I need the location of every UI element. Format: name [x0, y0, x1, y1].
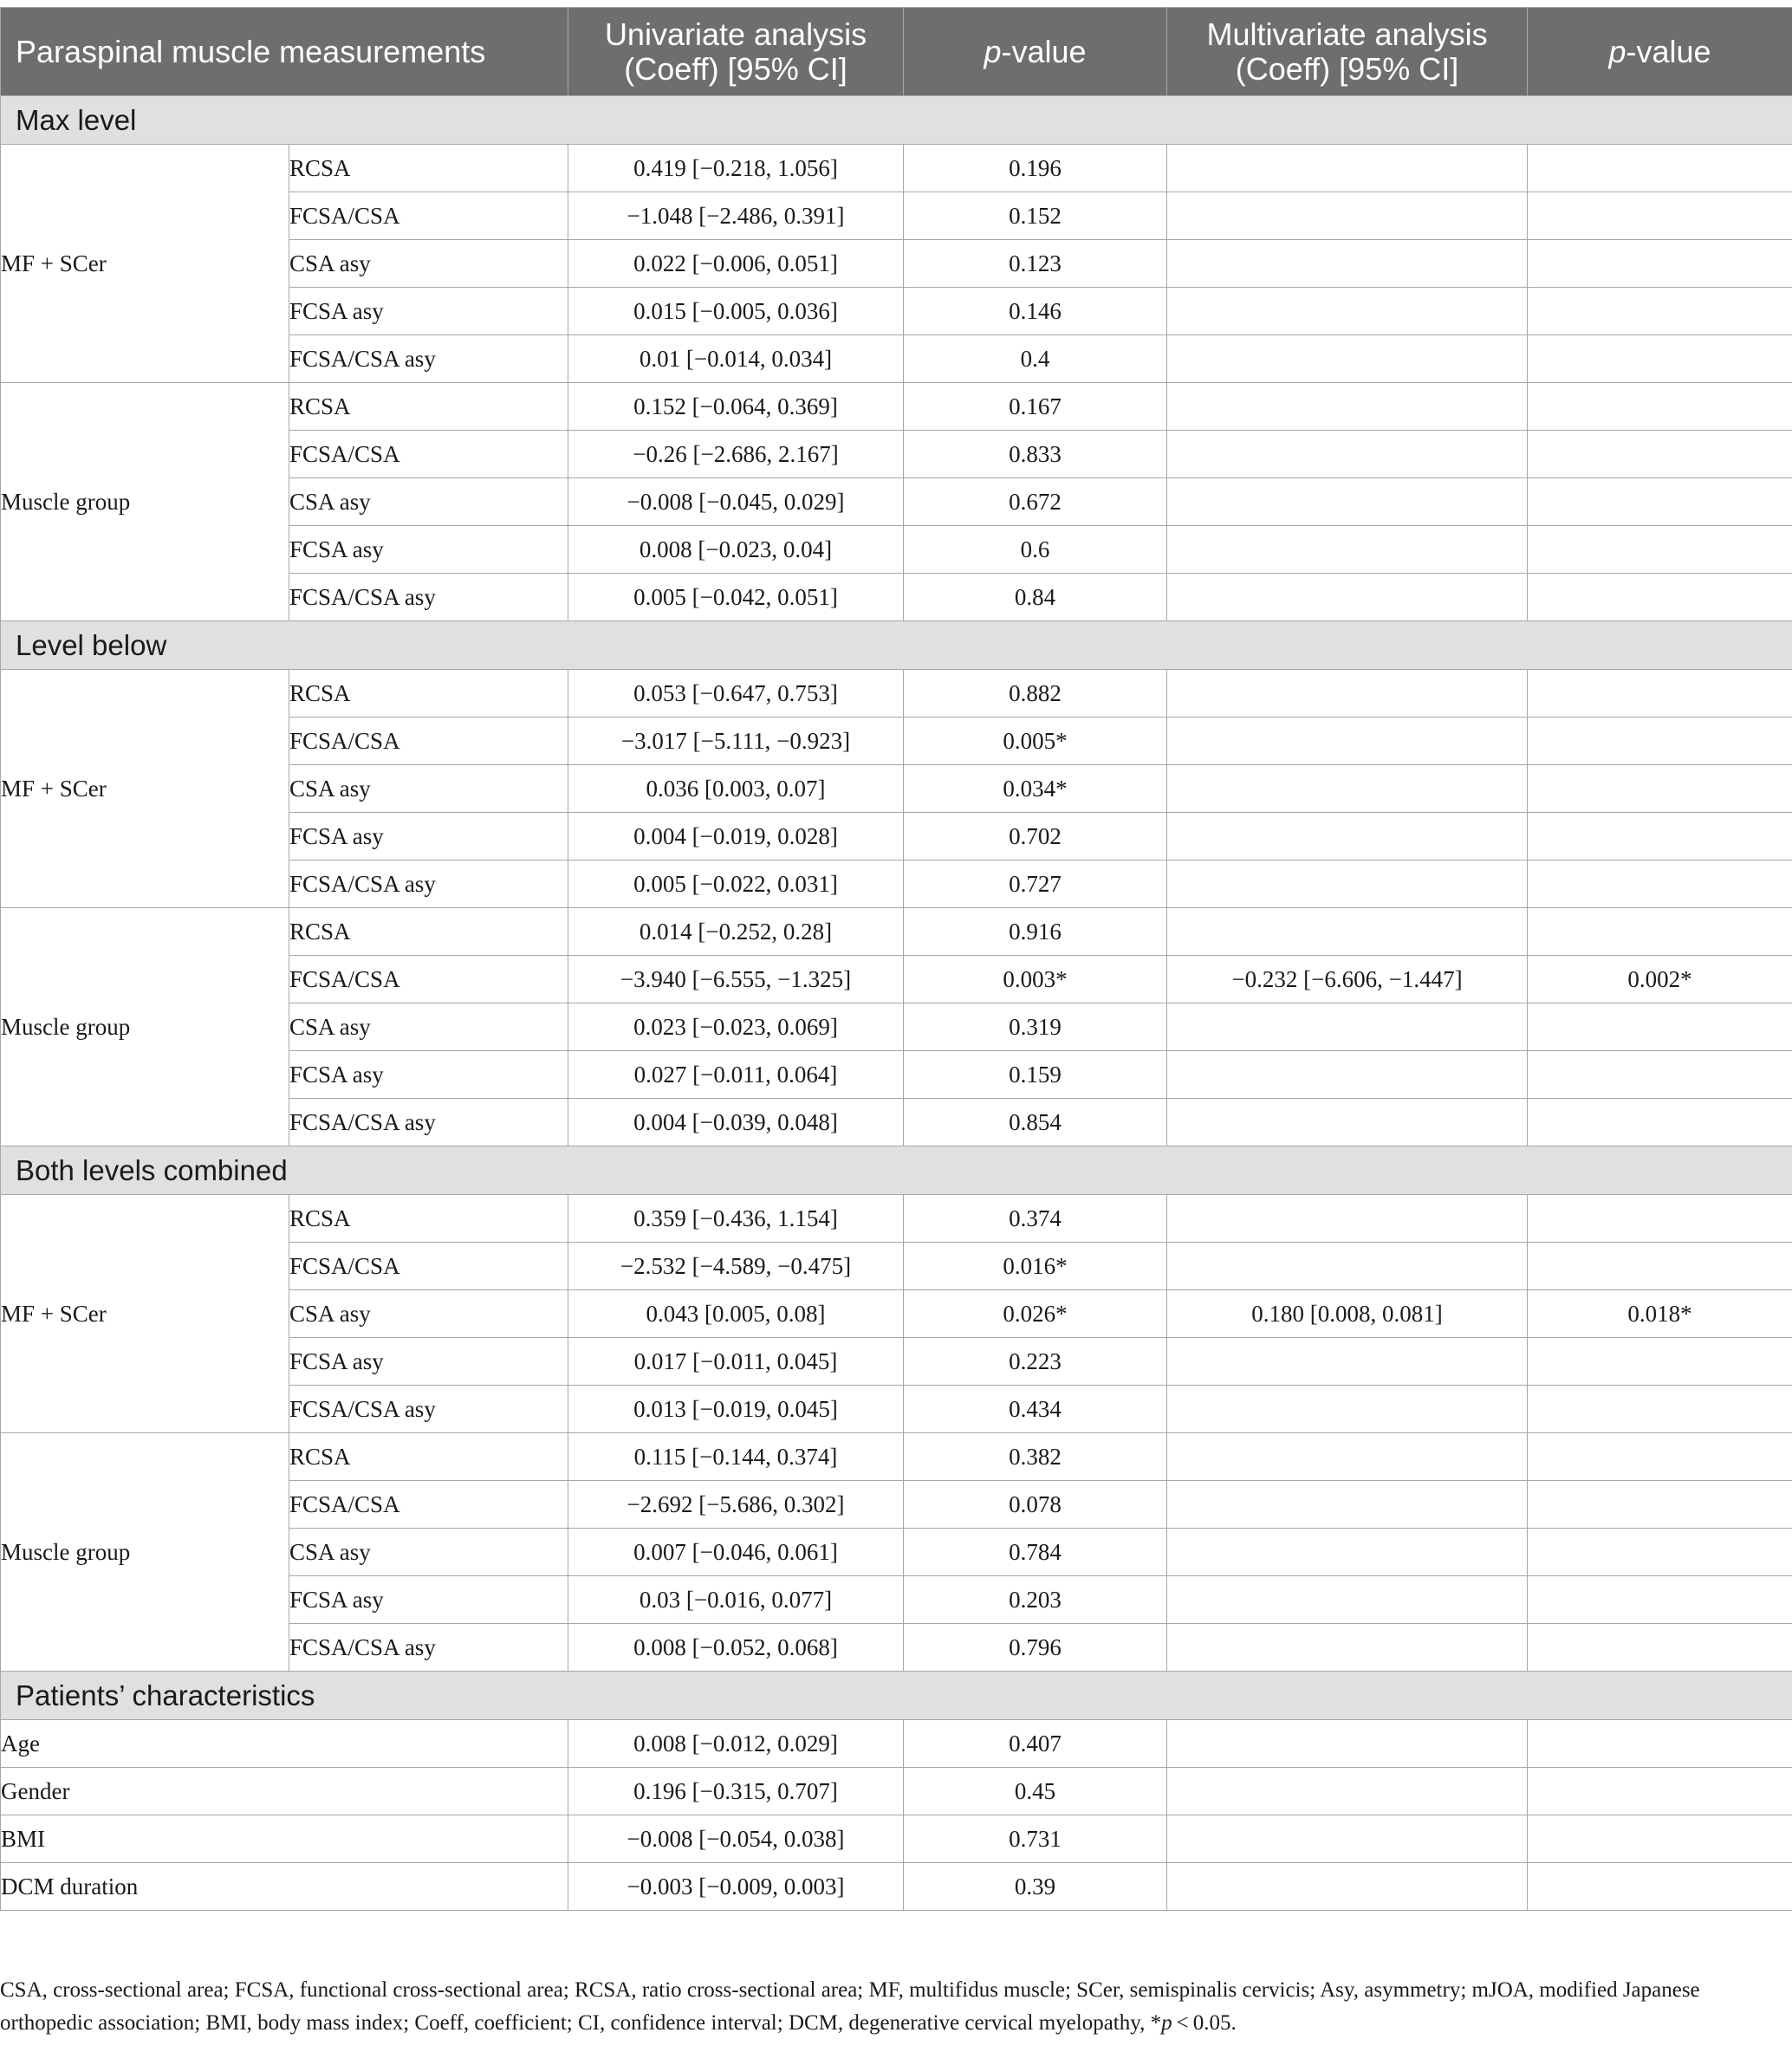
univariate-cell: 0.017 [−0.011, 0.045] — [568, 1338, 904, 1386]
multivariate-cell — [1167, 1768, 1528, 1815]
multivariate-cell — [1167, 765, 1528, 813]
measure-cell: FCSA/CSA — [289, 718, 568, 765]
p-value-cell: 0.84 — [904, 574, 1167, 621]
multivariate-cell — [1167, 192, 1528, 240]
measure-cell: FCSA asy — [289, 813, 568, 860]
measure-cell: CSA asy — [289, 1003, 568, 1051]
measure-cell: FCSA/CSA — [289, 1243, 568, 1290]
p-value-cell: 0.731 — [904, 1815, 1167, 1863]
footnote-text: CSA, cross-sectional area; FCSA, functional cross-sectional area; RCSA, ratio cross-sectional area; MF, multifidus muscle; SCer, semispinalis cervicis; Asy, asymmetry; mJOA, modified Japanese orthopedic association; BMI, body mass index; Coeff, coefficient; CI, confidence interval; DCM, degenerative cervical myelopathy, * — [0, 1978, 1700, 2035]
multivariate-cell — [1167, 718, 1528, 765]
multivariate-cell — [1167, 1051, 1528, 1099]
measure-cell: CSA asy — [289, 1290, 568, 1338]
multivariate-cell — [1167, 860, 1528, 908]
p-value-cell: 0.407 — [904, 1720, 1167, 1768]
multi-p-value-cell — [1528, 478, 1792, 526]
multi-p-value-cell — [1528, 1768, 1792, 1815]
multi-p-value-cell — [1528, 718, 1792, 765]
multi-p-value-cell: 0.002* — [1528, 956, 1792, 1003]
multi-p-value-cell — [1528, 1863, 1792, 1911]
section-title: Max level — [1, 96, 1792, 145]
multi-p-value-cell — [1528, 1433, 1792, 1481]
multi-p-value-cell — [1528, 1529, 1792, 1576]
group-name: Muscle group — [1, 1433, 289, 1672]
multi-p-value-cell — [1528, 1624, 1792, 1672]
multivariate-cell — [1167, 526, 1528, 574]
p-value-cell: 0.016* — [904, 1243, 1167, 1290]
univariate-cell: 0.023 [−0.023, 0.069] — [568, 1003, 904, 1051]
section-title: Both levels combined — [1, 1146, 1792, 1195]
multi-p-value-cell — [1528, 1386, 1792, 1433]
section-title: Patients’ characteristics — [1, 1672, 1792, 1720]
univariate-cell: 0.115 [−0.144, 0.374] — [568, 1433, 904, 1481]
header-measurements: Paraspinal muscle measurements — [1, 8, 568, 96]
table-row — [1, 1815, 1792, 1863]
univariate-cell: 0.007 [−0.046, 0.061] — [568, 1529, 904, 1576]
p-value-cell: 0.434 — [904, 1386, 1167, 1433]
footnote — [0, 1974, 1792, 2040]
header-multi-p-value — [1528, 8, 1792, 96]
p-value-cell: 0.796 — [904, 1624, 1167, 1672]
multivariate-cell — [1167, 1386, 1528, 1433]
results-table — [0, 7, 1792, 1911]
univariate-cell: −0.008 [−0.054, 0.038] — [568, 1815, 904, 1863]
multivariate-cell — [1167, 1720, 1528, 1768]
multivariate-cell — [1167, 335, 1528, 383]
multivariate-cell — [1167, 908, 1528, 956]
table-row — [1, 1720, 1792, 1768]
measure-cell: RCSA — [289, 670, 568, 718]
multi-p-value-cell — [1528, 1720, 1792, 1768]
p-value-cell: 0.672 — [904, 478, 1167, 526]
multi-p-value-cell — [1528, 1051, 1792, 1099]
measure-cell: FCSA asy — [289, 526, 568, 574]
measure-cell: CSA asy — [289, 1529, 568, 1576]
multivariate-cell: 0.180 [0.008, 0.081] — [1167, 1290, 1528, 1338]
univariate-cell: −3.017 [−5.111, −0.923] — [568, 718, 904, 765]
header-mp-italic: p — [1608, 33, 1626, 69]
header-p-italic: p — [984, 33, 1002, 69]
p-value-cell: 0.196 — [904, 145, 1167, 192]
univariate-cell: 0.005 [−0.022, 0.031] — [568, 860, 904, 908]
header-multivariate: Multivariate analysis (Coeff) [95% CI] — [1167, 8, 1528, 96]
measure-cell: RCSA — [289, 383, 568, 431]
multi-p-value-cell — [1528, 670, 1792, 718]
multi-p-value-cell — [1528, 1195, 1792, 1243]
measure-cell: FCSA/CSA asy — [289, 860, 568, 908]
univariate-cell: 0.036 [0.003, 0.07] — [568, 765, 904, 813]
multivariate-cell — [1167, 383, 1528, 431]
univariate-cell: 0.014 [−0.252, 0.28] — [568, 908, 904, 956]
p-value-cell: 0.078 — [904, 1481, 1167, 1529]
multi-p-value-cell — [1528, 1576, 1792, 1624]
measure-cell: RCSA — [289, 1433, 568, 1481]
characteristic-name: Age — [1, 1720, 568, 1768]
univariate-cell: 0.043 [0.005, 0.08] — [568, 1290, 904, 1338]
multi-p-value-cell — [1528, 1815, 1792, 1863]
measure-cell: FCSA/CSA asy — [289, 1624, 568, 1672]
measure-cell: FCSA/CSA — [289, 431, 568, 478]
measure-cell: FCSA asy — [289, 1576, 568, 1624]
p-value-cell: 0.45 — [904, 1768, 1167, 1815]
measure-cell: FCSA/CSA asy — [289, 574, 568, 621]
measure-cell: FCSA/CSA — [289, 192, 568, 240]
header-univariate: Univariate analysis (Coeff) [95% CI] — [568, 8, 904, 96]
multi-p-value-cell — [1528, 813, 1792, 860]
multivariate-cell — [1167, 1099, 1528, 1146]
multivariate-cell — [1167, 288, 1528, 335]
univariate-cell: 0.022 [−0.006, 0.051] — [568, 240, 904, 288]
multivariate-cell — [1167, 1863, 1528, 1911]
multivariate-cell — [1167, 574, 1528, 621]
multi-p-value-cell — [1528, 860, 1792, 908]
univariate-cell: 0.008 [−0.012, 0.029] — [568, 1720, 904, 1768]
multi-p-value-cell — [1528, 192, 1792, 240]
p-value-cell: 0.727 — [904, 860, 1167, 908]
multivariate-cell — [1167, 145, 1528, 192]
measure-cell: CSA asy — [289, 765, 568, 813]
measure-cell: FCSA/CSA — [289, 956, 568, 1003]
measure-cell: RCSA — [289, 908, 568, 956]
univariate-cell: −2.692 [−5.686, 0.302] — [568, 1481, 904, 1529]
measure-cell: FCSA/CSA asy — [289, 1099, 568, 1146]
group-name: Muscle group — [1, 908, 289, 1146]
multi-p-value-cell — [1528, 1003, 1792, 1051]
table-row — [1, 1433, 1792, 1481]
multi-p-value-cell — [1528, 1338, 1792, 1386]
multi-p-value-cell — [1528, 383, 1792, 431]
univariate-cell: 0.053 [−0.647, 0.753] — [568, 670, 904, 718]
univariate-cell: 0.419 [−0.218, 1.056] — [568, 145, 904, 192]
multi-p-value-cell: 0.018* — [1528, 1290, 1792, 1338]
multivariate-cell — [1167, 1481, 1528, 1529]
multivariate-cell — [1167, 478, 1528, 526]
univariate-cell: 0.152 [−0.064, 0.369] — [568, 383, 904, 431]
section-title: Level below — [1, 621, 1792, 670]
p-value-cell: 0.784 — [904, 1529, 1167, 1576]
p-value-cell: 0.4 — [904, 335, 1167, 383]
p-value-cell: 0.702 — [904, 813, 1167, 860]
p-value-cell: 0.152 — [904, 192, 1167, 240]
univariate-cell: 0.027 [−0.011, 0.064] — [568, 1051, 904, 1099]
p-value-cell: 0.833 — [904, 431, 1167, 478]
multi-p-value-cell — [1528, 288, 1792, 335]
p-value-cell: 0.146 — [904, 288, 1167, 335]
multi-p-value-cell — [1528, 1481, 1792, 1529]
section-row — [1, 621, 1792, 670]
section-row — [1, 1146, 1792, 1195]
section-row — [1, 96, 1792, 145]
univariate-cell: −2.532 [−4.589, −0.475] — [568, 1243, 904, 1290]
characteristic-name: BMI — [1, 1815, 568, 1863]
p-value-cell: 0.882 — [904, 670, 1167, 718]
group-name: MF + SCer — [1, 1195, 289, 1433]
multi-p-value-cell — [1528, 1099, 1792, 1146]
p-value-cell: 0.319 — [904, 1003, 1167, 1051]
univariate-cell: −0.26 [−2.686, 2.167] — [568, 431, 904, 478]
univariate-cell: −0.008 [−0.045, 0.029] — [568, 478, 904, 526]
p-value-cell: 0.6 — [904, 526, 1167, 574]
multi-p-value-cell — [1528, 908, 1792, 956]
univariate-cell: 0.008 [−0.052, 0.068] — [568, 1624, 904, 1672]
table-row — [1, 908, 1792, 956]
header-mp-rest: -value — [1626, 33, 1711, 69]
p-value-cell: 0.382 — [904, 1433, 1167, 1481]
header-row — [1, 8, 1792, 96]
univariate-cell: 0.01 [−0.014, 0.034] — [568, 335, 904, 383]
multivariate-cell — [1167, 1624, 1528, 1672]
characteristic-name: DCM duration — [1, 1863, 568, 1911]
multivariate-cell — [1167, 431, 1528, 478]
p-value-cell: 0.374 — [904, 1195, 1167, 1243]
multivariate-cell — [1167, 1529, 1528, 1576]
table-row — [1, 1768, 1792, 1815]
table-row — [1, 1195, 1792, 1243]
group-name: MF + SCer — [1, 670, 289, 908]
multivariate-cell — [1167, 1815, 1528, 1863]
multi-p-value-cell — [1528, 431, 1792, 478]
multivariate-cell — [1167, 813, 1528, 860]
p-value-cell: 0.167 — [904, 383, 1167, 431]
group-name: MF + SCer — [1, 145, 289, 383]
multivariate-cell — [1167, 240, 1528, 288]
p-value-cell: 0.159 — [904, 1051, 1167, 1099]
header-p-value — [904, 8, 1167, 96]
section-row — [1, 1672, 1792, 1720]
p-value-cell: 0.916 — [904, 908, 1167, 956]
univariate-cell: 0.013 [−0.019, 0.045] — [568, 1386, 904, 1433]
footnote-italic-p: p — [1161, 2011, 1172, 2035]
p-value-cell: 0.003* — [904, 956, 1167, 1003]
measure-cell: RCSA — [289, 145, 568, 192]
characteristic-name: Gender — [1, 1768, 568, 1815]
multivariate-cell — [1167, 1003, 1528, 1051]
multi-p-value-cell — [1528, 240, 1792, 288]
table-row — [1, 145, 1792, 192]
multi-p-value-cell — [1528, 574, 1792, 621]
univariate-cell: 0.196 [−0.315, 0.707] — [568, 1768, 904, 1815]
univariate-cell: 0.005 [−0.042, 0.051] — [568, 574, 904, 621]
measure-cell: FCSA/CSA asy — [289, 335, 568, 383]
header-p-rest: -value — [1001, 33, 1087, 69]
p-value-cell: 0.203 — [904, 1576, 1167, 1624]
measure-cell: CSA asy — [289, 240, 568, 288]
measure-cell: CSA asy — [289, 478, 568, 526]
univariate-cell: 0.004 [−0.039, 0.048] — [568, 1099, 904, 1146]
p-value-cell: 0.854 — [904, 1099, 1167, 1146]
multivariate-cell: −0.232 [−6.606, −1.447] — [1167, 956, 1528, 1003]
p-value-cell: 0.39 — [904, 1863, 1167, 1911]
univariate-cell: 0.359 [−0.436, 1.154] — [568, 1195, 904, 1243]
univariate-cell: −3.940 [−6.555, −1.325] — [568, 956, 904, 1003]
table-row — [1, 383, 1792, 431]
multivariate-cell — [1167, 1195, 1528, 1243]
p-value-cell: 0.005* — [904, 718, 1167, 765]
measure-cell: FCSA asy — [289, 1338, 568, 1386]
univariate-cell: 0.03 [−0.016, 0.077] — [568, 1576, 904, 1624]
measure-cell: FCSA asy — [289, 1051, 568, 1099]
table-row — [1, 670, 1792, 718]
univariate-cell: 0.004 [−0.019, 0.028] — [568, 813, 904, 860]
multi-p-value-cell — [1528, 1243, 1792, 1290]
univariate-cell: 0.015 [−0.005, 0.036] — [568, 288, 904, 335]
p-value-cell: 0.123 — [904, 240, 1167, 288]
multi-p-value-cell — [1528, 526, 1792, 574]
footnote-tail: < 0.05. — [1172, 2011, 1237, 2035]
multi-p-value-cell — [1528, 335, 1792, 383]
measure-cell: FCSA/CSA — [289, 1481, 568, 1529]
p-value-cell: 0.223 — [904, 1338, 1167, 1386]
multivariate-cell — [1167, 1433, 1528, 1481]
group-name: Muscle group — [1, 383, 289, 621]
univariate-cell: −1.048 [−2.486, 0.391] — [568, 192, 904, 240]
multivariate-cell — [1167, 1338, 1528, 1386]
univariate-cell: 0.008 [−0.023, 0.04] — [568, 526, 904, 574]
p-value-cell: 0.034* — [904, 765, 1167, 813]
p-value-cell: 0.026* — [904, 1290, 1167, 1338]
measure-cell: FCSA asy — [289, 288, 568, 335]
multivariate-cell — [1167, 1576, 1528, 1624]
multivariate-cell — [1167, 670, 1528, 718]
multivariate-cell — [1167, 1243, 1528, 1290]
univariate-cell: −0.003 [−0.009, 0.003] — [568, 1863, 904, 1911]
multi-p-value-cell — [1528, 765, 1792, 813]
measure-cell: RCSA — [289, 1195, 568, 1243]
multi-p-value-cell — [1528, 145, 1792, 192]
measure-cell: FCSA/CSA asy — [289, 1386, 568, 1433]
table-row — [1, 1863, 1792, 1911]
